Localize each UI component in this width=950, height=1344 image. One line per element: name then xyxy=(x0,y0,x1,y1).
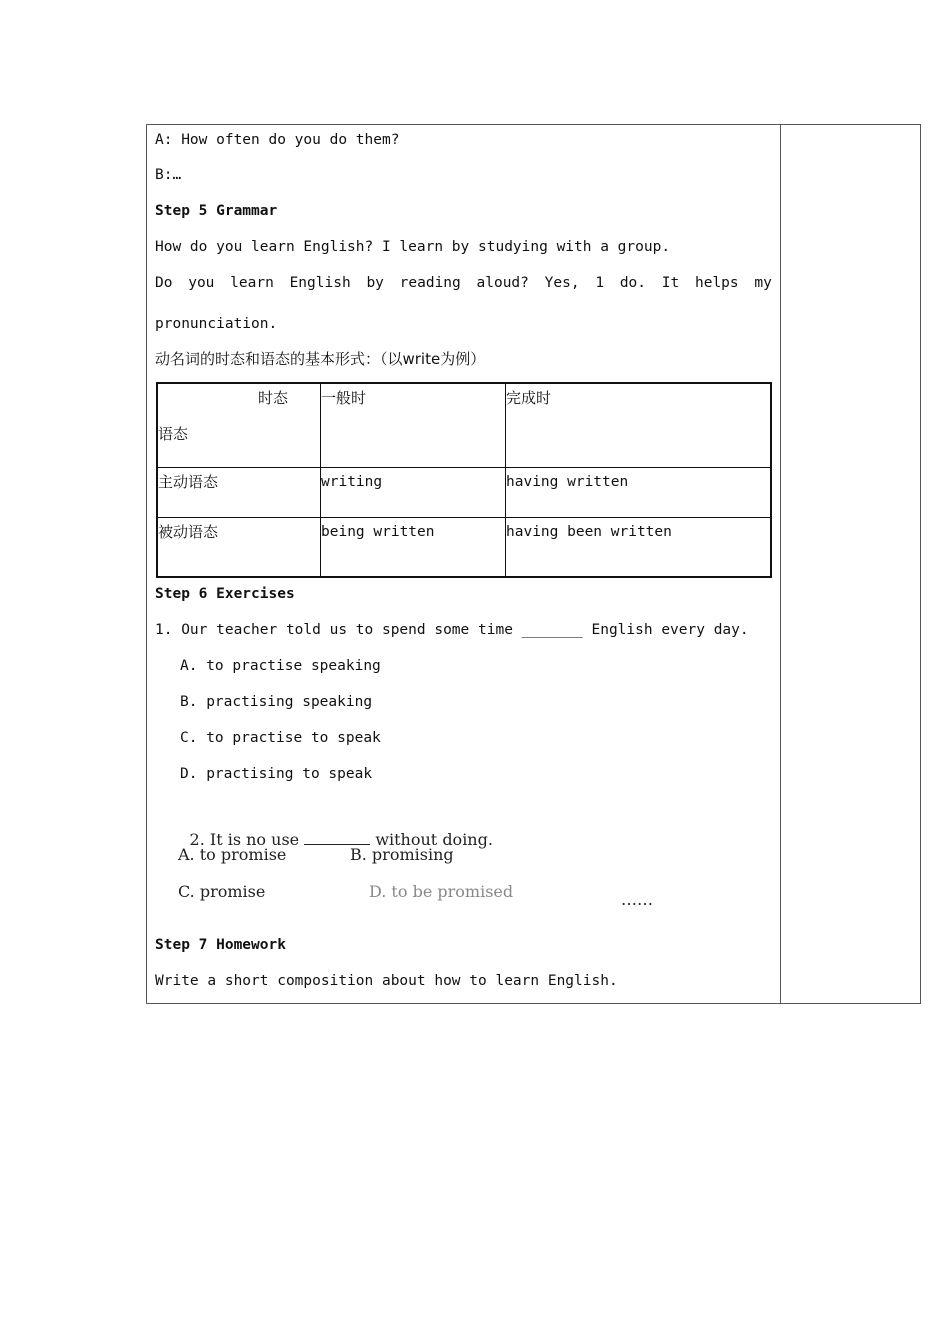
word: 1 xyxy=(595,275,605,291)
q2-option-a: A. to promise xyxy=(178,845,287,864)
header-tense: 时态 xyxy=(258,389,289,407)
row-active-label: 主动语态 xyxy=(158,473,219,491)
word: my xyxy=(754,275,772,291)
lesson-content-cell xyxy=(147,125,780,1003)
step7-heading: Step 7 Homework xyxy=(155,937,286,953)
row-active-perfect: having written xyxy=(506,474,629,490)
word: do. xyxy=(619,275,647,291)
q2-blank xyxy=(304,828,370,845)
word: Yes, xyxy=(544,275,580,291)
ellipsis: …… xyxy=(621,890,653,909)
q1-option-d: D. practising to speak xyxy=(180,766,373,782)
header-voice: 语态 xyxy=(158,425,189,443)
dialog-line-a: A: How often do you do them? xyxy=(155,132,400,148)
q2-prefix: 2. It is no use xyxy=(189,830,300,849)
header-perfect: 完成时 xyxy=(506,389,552,407)
step5-heading: Step 5 Grammar xyxy=(155,203,278,219)
table-hline xyxy=(158,517,770,518)
row-passive-simple: being written xyxy=(321,524,435,540)
word: you xyxy=(188,275,215,291)
q2-option-c: C. promise xyxy=(178,882,266,901)
row-passive-perfect: having been written xyxy=(506,524,672,540)
q2-suffix: without doing. xyxy=(375,830,493,849)
table-hline xyxy=(158,467,770,468)
dialog-line-b: B:… xyxy=(155,167,182,183)
grammar-sentence-2 xyxy=(155,273,772,293)
lesson-table xyxy=(146,124,921,1004)
row-active-simple: writing xyxy=(321,474,383,490)
word: by xyxy=(366,275,384,291)
grammar-sentence-1: How do you learn English? I learn by studying with a group. xyxy=(155,239,671,255)
question-1: 1. Our teacher told us to spend some time _______ English every day. xyxy=(155,622,749,638)
q1-option-c: C. to practise to speak xyxy=(180,730,381,746)
word: learn xyxy=(230,275,274,291)
word: aloud? xyxy=(476,275,529,291)
table-intro: 动名词的时态和语态的基本形式：（以write为例） xyxy=(155,350,486,368)
step6-heading: Step 6 Exercises xyxy=(155,586,295,602)
word: helps xyxy=(694,275,739,291)
word: Do xyxy=(155,275,173,291)
q1-option-a: A. to practise speaking xyxy=(180,658,381,674)
gerund-forms-table xyxy=(156,382,772,578)
header-simple: 一般时 xyxy=(321,389,367,407)
q1-option-b: B. practising speaking xyxy=(180,694,373,710)
grammar-sentence-2-end: pronunciation. xyxy=(155,316,278,332)
column-divider xyxy=(780,125,781,1003)
word: It xyxy=(661,275,680,291)
q2-option-d: D. to be promised xyxy=(369,882,514,901)
q2-option-b: B. promising xyxy=(350,845,454,864)
homework-task: Write a short composition about how to learn English. xyxy=(155,973,618,989)
word: reading xyxy=(399,275,461,291)
row-passive-label: 被动语态 xyxy=(158,523,219,541)
word: English xyxy=(289,275,351,291)
